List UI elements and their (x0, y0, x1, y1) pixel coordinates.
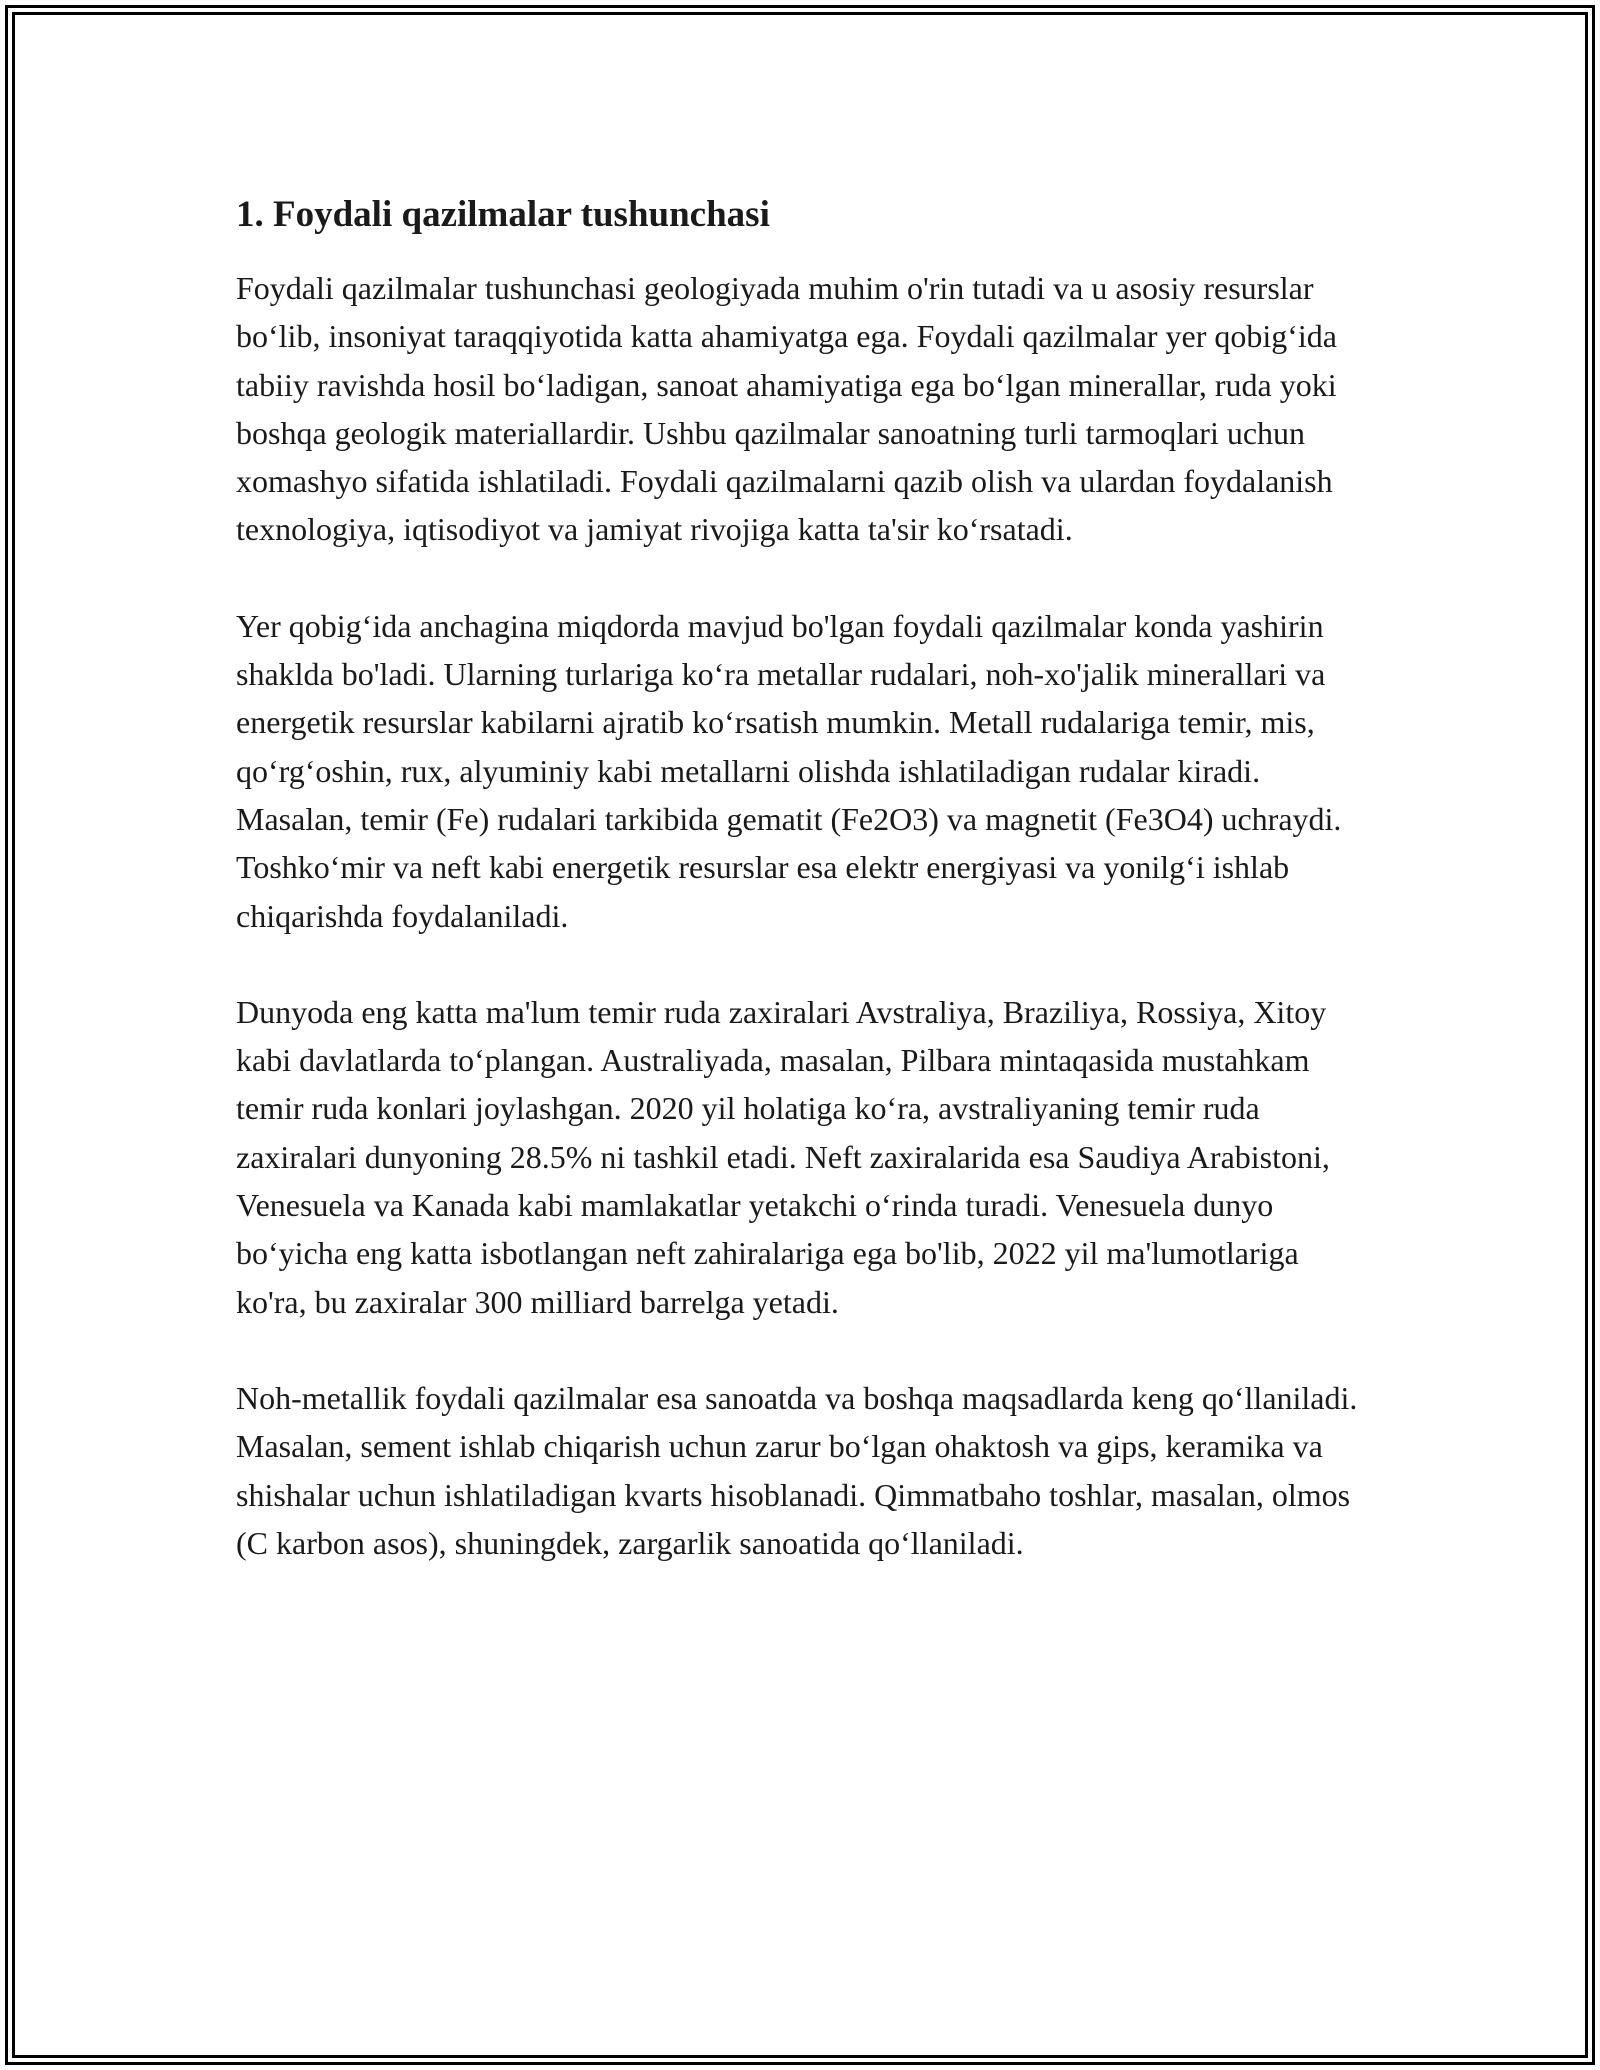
paragraph-3: Dunyoda eng katta ma'lum temir ruda zaxiralari Avstraliya, Braziliya, Rossiya, Xitoy kabi davlatlarda to‘plangan. Australiyada, masalan, Pilbara mintaqasida mustahkam temir ruda konlari joylashgan. 2020 yil holatiga ko‘ra, avstraliyaning temir ruda zaxiralari dunyoning 28.5% ni tashkil etadi. Neft zaxiralarida esa Saudiya Arabistoni, Venesuela va Kanada kabi mamlakatlar yetakchi o‘rinda turadi. Venesuela dunyo bo‘yicha eng katta isbotlangan neft zahiralariga ega bo'lib, 2022 yil ma'lumotlariga ko'ra, bu zaxiralar 300 milliard barrelga yetadi. (236, 993, 1330, 1320)
paragraph-4: Noh-metallik foydali qazilmalar esa sanoatda va boshqa maqsadlarda keng qo‘llaniladi. Masalan, sement ishlab chiqarish uchun zarur bo‘lgan ohaktosh va gips, keramika va shishalar uchun ishlatiladigan kvarts hisoblanadi. Qimmatbaho toshlar, masalan, olmos (C karbon asos), shuningdek, zargarlik sanoatida qo‘llaniladi. (236, 1379, 1358, 1561)
paragraph-1: Foydali qazilmalar tushunchasi geologiyada muhim o'rin tutadi va u asosiy resurslar bo‘lib, insoniyat taraqqiyotida katta ahamiyatga ega. Foydali qazilmalar yer qobig‘ida tabiiy ravishda hosil bo‘ladigan, sanoat ahamiyatiga ega bo‘lgan minerallar, ruda yoki boshqa geologik materiallardir. Ushbu qazilmalar sanoatning turli tarmoqlari uchun xomashyo sifatida ishlatiladi. Foydali qazilmalarni qazib olish va ulardan foydalanish texnologiya, iqtisodiyot va jamiyat rivojiga katta ta'sir ko‘rsatadi. (236, 270, 1337, 548)
document-body (236, 188, 1376, 1615)
section-heading: 1. Foydali qazilmalar tushunchasi (236, 194, 770, 235)
paragraph-2: Yer qobig‘ida anchagina miqdorda mavjud bo'lgan foydali qazilmalar konda yashirin shaklda bo'ladi. Ularning turlariga ko‘ra metallar rudalari, noh-xo'jalik minerallari va energetik resurslar kabilarni ajratib ko‘rsatish mumkin. Metall rudalariga temir, mis, qo‘rg‘oshin, rux, alyuminiy kabi metallarni olishda ishlatiladigan rudalar kiradi. Masalan, temir (Fe) rudalari tarkibida gematit (Fe2O3) va magnetit (Fe3O4) uchraydi. Toshko‘mir va neft kabi energetik resurslar esa elektr energiyasi va yonilg‘i ishlab chiqarishda foydalaniladi. (236, 607, 1342, 934)
